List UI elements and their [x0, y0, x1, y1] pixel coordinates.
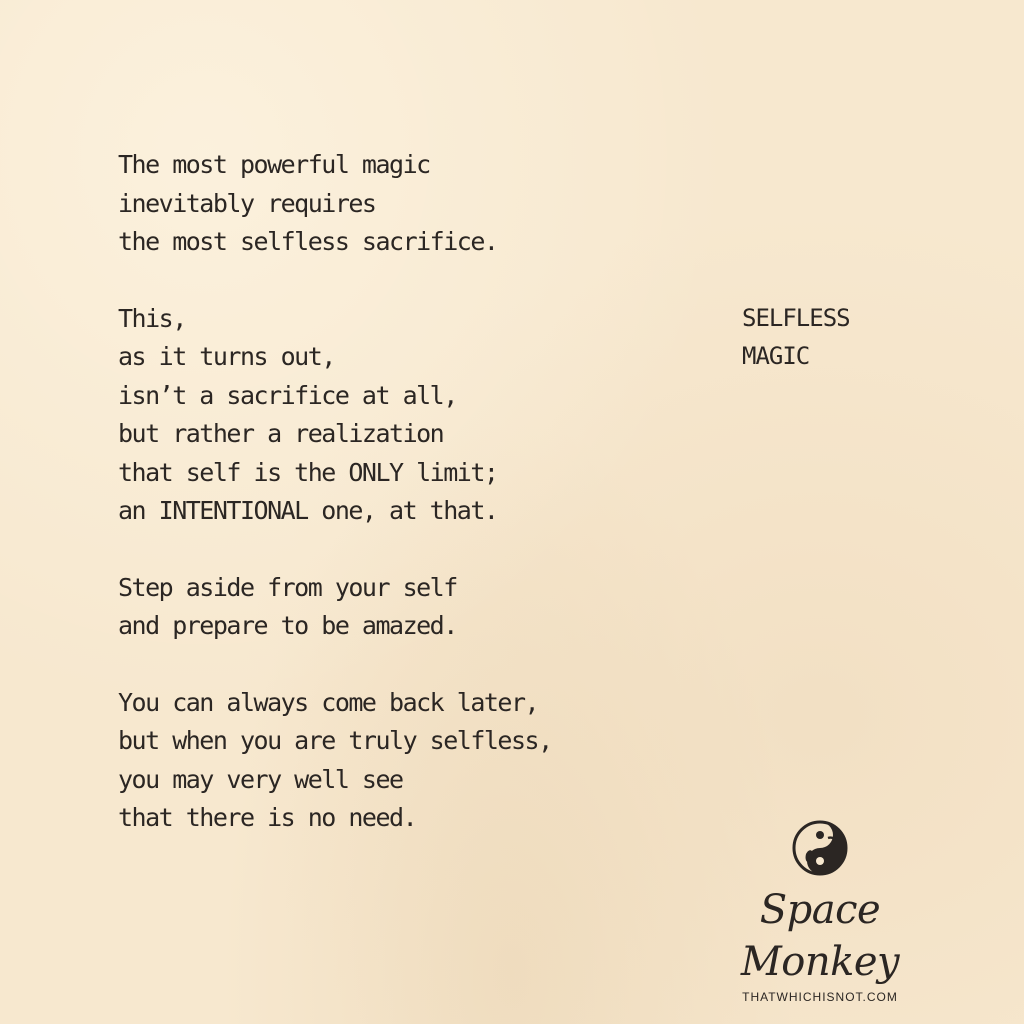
poem-line: that there is no need.	[118, 803, 417, 832]
poem-line: The most powerful magic	[118, 150, 430, 179]
poem-line: Step aside from your self	[118, 572, 457, 602]
stanza-2	[118, 300, 698, 531]
poem-line: as it turns out,	[118, 342, 335, 371]
poem-line: but rather a realization	[118, 419, 444, 448]
stanza-4	[118, 684, 698, 838]
title-line: MAGIC	[742, 342, 810, 370]
poem-line: an INTENTIONAL one, at that.	[118, 496, 498, 525]
poem-line: the most selfless sacrifice.	[118, 227, 498, 256]
poem-line: but when you are truly selfless,	[118, 726, 552, 755]
brand-name: Space Monkey	[740, 887, 900, 985]
brand-logo	[690, 818, 950, 1004]
monkey-yin-yang-icon	[790, 818, 850, 878]
title-line: SELFLESS	[742, 304, 850, 332]
stanza-3	[118, 569, 698, 646]
poem-line: that self is the ONLY limit;	[118, 457, 498, 487]
stanza-1	[118, 146, 698, 262]
poem-line: you may very well see	[118, 764, 403, 794]
poem-body	[118, 146, 698, 876]
poem-line: You can always come back later,	[118, 687, 539, 717]
poem-title	[742, 299, 942, 375]
poem-line: and prepare to be amazed.	[118, 611, 457, 640]
poem-line: isn’t a sacrifice at all,	[118, 380, 457, 410]
brand-url: THATWHICHISNOT.COM	[742, 990, 898, 1004]
poem-line: inevitably requires	[118, 188, 376, 218]
poem-line: This,	[118, 303, 186, 333]
